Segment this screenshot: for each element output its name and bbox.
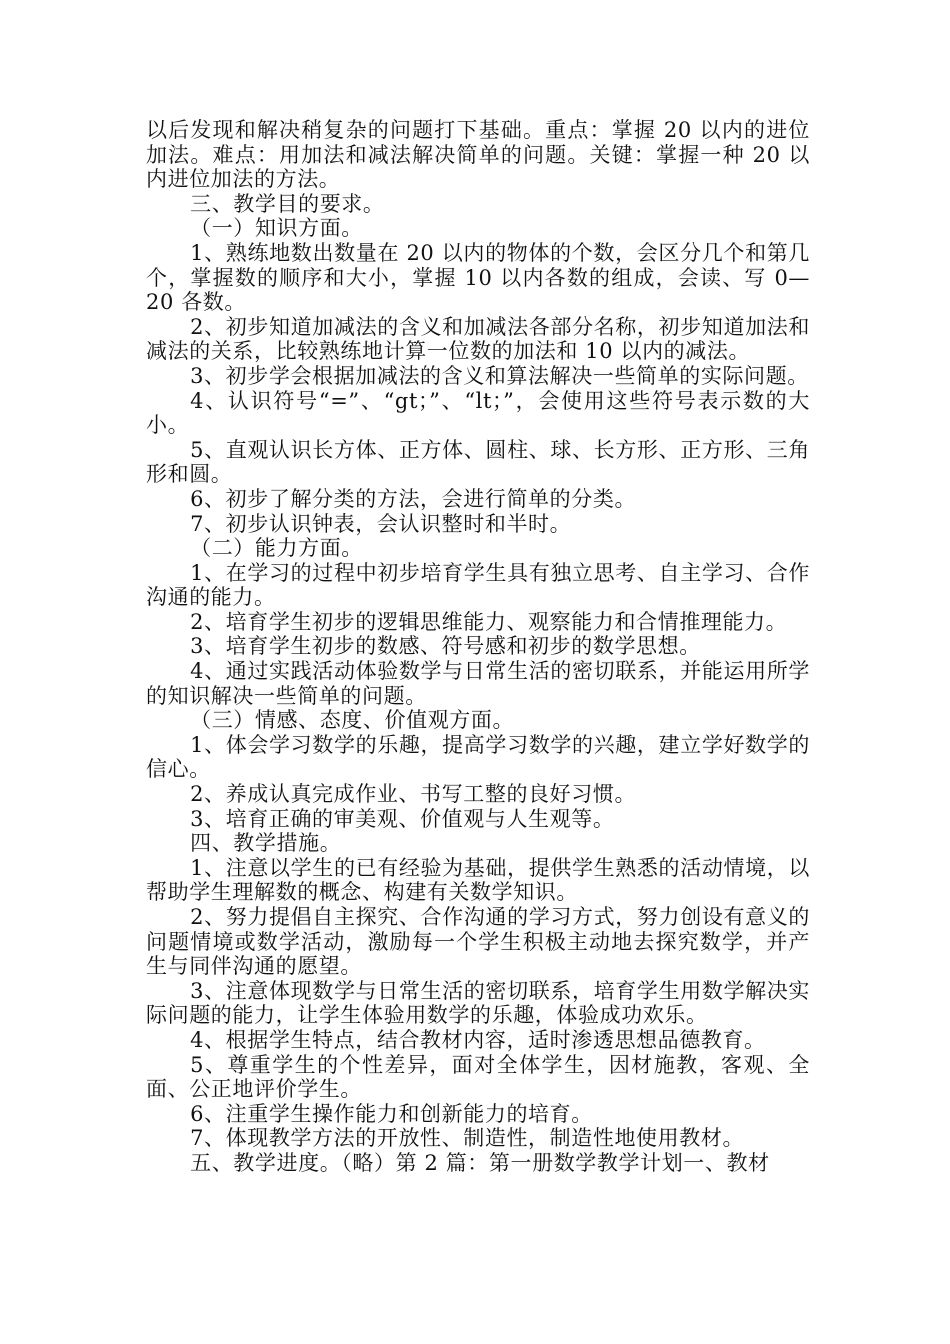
paragraph-intro: 以后发现和解决稍复杂的问题打下基础。重点：掌握 20 以内的进位加法。难点：用加法和减法解决简单的问题。关键：掌握一种 20 以内进位加法的方法。 [146,118,810,192]
list-item: 1、在学习的过程中初步培育学生具有独立思考、自主学习、合作沟通的能力。 [146,560,810,610]
list-item: 4、根据学生特点，结合教材内容，适时渗透思想品德教育。 [190,1027,766,1052]
section-heading-measures: 四、教学措施。 [190,831,342,856]
list-item: 2、培育学生初步的逻辑思维能力、观察能力和合情推理能力。 [190,609,788,634]
list-item: 7、初步认识钟表，会认识整时和半时。 [190,511,572,536]
list-item: 1、体会学习数学的乐趣，提高学习数学的兴趣，建立学好数学的信心。 [146,732,810,782]
section-heading-objectives: 三、教学目的要求。 [190,191,385,216]
list-item: 3、注意体现数学与日常生活的密切联系，培育学生用数学解决实际问题的能力，让学生体验用数学的乐趣，体验成功欢乐。 [146,978,810,1028]
list-item: 4、认识符号“=”、“gt；”、“lt；”，会使用这些符号表示数的大小。 [146,388,810,438]
list-item: 3、培育正确的审美观、价值观与人生观等。 [190,806,615,831]
list-item: 5、尊重学生的个性差异，面对全体学生，因材施教，客观、全面、公正地评价学生。 [146,1052,810,1102]
list-item: 1、注意以学生的已有经验为基础，提供学生熟悉的活动情境，以帮助学生理解数的概念、构建有关数学知识。 [146,855,810,905]
document-page [146,118,810,1176]
list-item: 3、初步学会根据加减法的含义和算法解决一些简单的实际问题。 [190,363,809,388]
list-item: 3、培育学生初步的数感、符号感和初步的数学思想。 [190,634,701,659]
list-item: 1、熟练地数出数量在 20 以内的物体的个数，会区分几个和第几个，掌握数的顺序和大小，掌握 10 以内各数的组成，会读、写 0—20 各数。 [146,240,810,315]
list-item: 4、通过实践活动体验数学与日常生活的密切联系，并能运用所学的知识解决一些简单的问题。 [146,659,810,708]
list-item: 6、注重学生操作能力和创新能力的培育。 [190,1101,593,1126]
subsection-heading-knowledge: （一）知识方面。 [190,216,363,241]
list-item: 7、体现教学方法的开放性、制造性，制造性地使用教材。 [190,1126,745,1151]
list-item: 2、养成认真完成作业、书写工整的良好习惯。 [190,782,637,807]
subsection-heading-attitude: （三）情感、态度、价值观方面。 [190,708,515,733]
list-item: 2、初步知道加减法的含义和加减法各部分名称，初步知道加法和减法的关系，比较熟练地计算一位数的加法和 10 以内的减法。 [146,314,810,364]
list-item: 6、初步了解分类的方法，会进行简单的分类。 [190,486,637,511]
subsection-heading-ability: （二）能力方面。 [190,536,363,561]
list-item: 2、努力提倡自主探究、合作沟通的学习方式，努力创设有意义的问题情境或数学活动，激励每一个学生积极主动地去探究数学，并产生与同伴沟通的愿望。 [146,905,810,979]
list-item: 5、直观认识长方体、正方体、圆柱、球、长方形、正方形、三角形和圆。 [146,437,810,487]
section-heading-schedule: 五、教学进度。（略）第 2 篇：第一册数学教学计划一、教材 [190,1150,770,1175]
